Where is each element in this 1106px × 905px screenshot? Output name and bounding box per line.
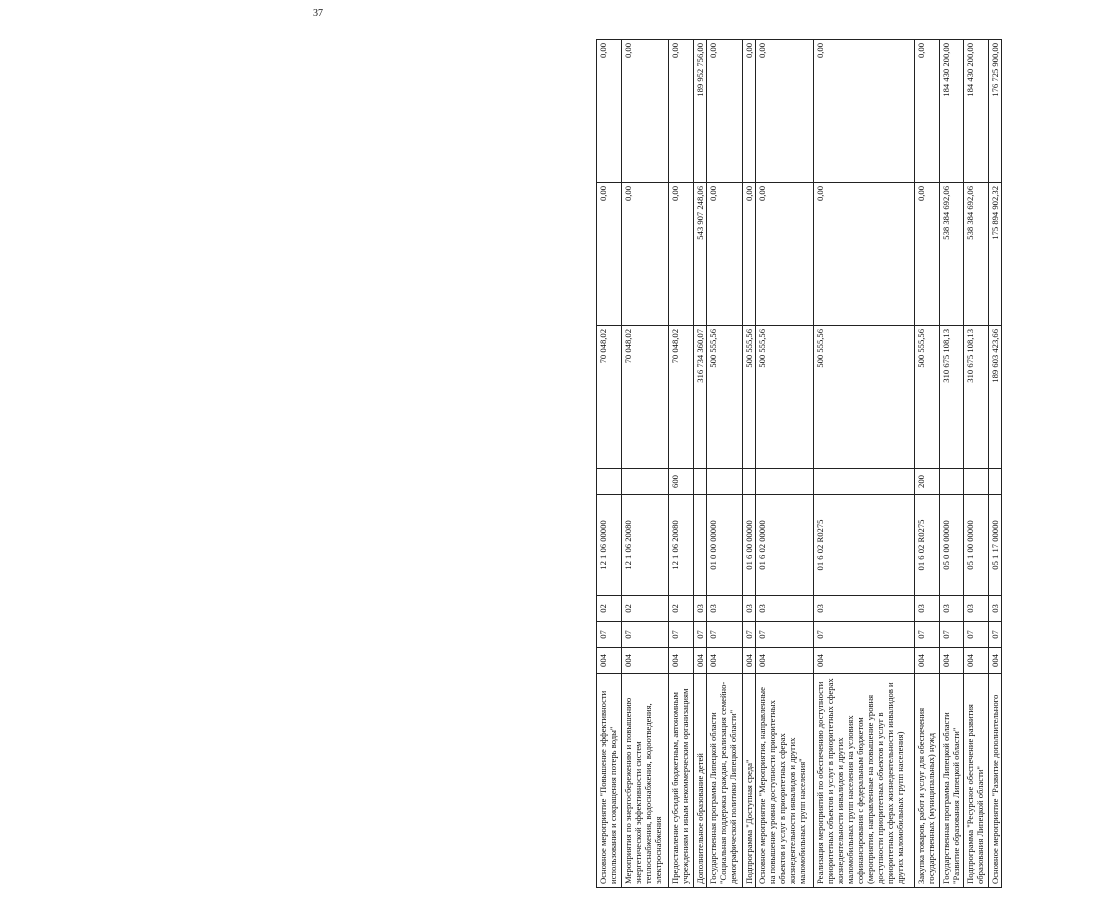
cell-csr: 01 6 02 00000 [756, 495, 814, 596]
cell-sum-2: 0,00 [597, 183, 622, 326]
table-row [989, 40, 1002, 888]
cell-ved: 004 [707, 648, 743, 674]
cell-vr [743, 469, 756, 495]
cell-vr [694, 469, 707, 495]
cell-name: Дополнительное образование детей [694, 674, 707, 888]
cell-sum-3: 184 430 200,00 [940, 40, 964, 183]
cell-sum-3: 0,00 [814, 40, 915, 183]
cell-sum-2: 538 384 692,06 [940, 183, 964, 326]
rotated-table-container [596, 40, 1106, 888]
cell-pr: 03 [989, 596, 1002, 622]
cell-pr: 02 [622, 596, 669, 622]
cell-sum-1: 500 555,56 [707, 326, 743, 469]
cell-name: Реализация мероприятий по обеспечению доступности приоритетных объектов и услуг в приоритетных сферах жизнедеятельности инвалидов и других маломобильных групп населения на условиях софинансирования с федеральным бюджетом (мероприятия, направленные на повышение уровня доступности приоритетных объектов и услуг в приоритетных сферах жизнедеятельности инвалидов и других маломобильных групп населения) [814, 674, 915, 888]
table-row [707, 40, 743, 888]
cell-name: Государственная программа Липецкой области "Социальная поддержка граждан, реализация семейно-демографической политики Липецкой области" [707, 674, 743, 888]
cell-sum-2: 0,00 [756, 183, 814, 326]
cell-pr: 03 [814, 596, 915, 622]
cell-vr [940, 469, 964, 495]
cell-pr: 02 [669, 596, 694, 622]
cell-csr: 01 6 02 R0275 [814, 495, 915, 596]
cell-sum-1: 500 555,56 [814, 326, 915, 469]
cell-ved: 004 [622, 648, 669, 674]
table-row [622, 40, 669, 888]
cell-name: Основное мероприятие "Мероприятия, направленные на повышение уровня доступности приоритетных объектов и услуг в приоритетных сферах жизнедеятельности инвалидов и других маломобильных групп населения" [756, 674, 814, 888]
cell-sum-3: 0,00 [756, 40, 814, 183]
page-number: 37 [313, 8, 323, 19]
cell-sum-3: 189 952 756,00 [694, 40, 707, 183]
cell-sum-3: 0,00 [622, 40, 669, 183]
cell-csr: 01 0 00 00000 [707, 495, 743, 596]
cell-csr [694, 495, 707, 596]
cell-name: Подпрограмма "Ресурсное обеспечение развития образования Липецкой области" [964, 674, 989, 888]
cell-sum-2: 538 384 692,06 [964, 183, 989, 326]
cell-sum-3: 0,00 [669, 40, 694, 183]
cell-sum-1: 189 603 423,66 [989, 326, 1002, 469]
table-row [940, 40, 964, 888]
cell-sum-3: 184 430 200,00 [964, 40, 989, 183]
cell-sum-2: 0,00 [707, 183, 743, 326]
cell-csr: 05 0 00 00000 [940, 495, 964, 596]
cell-ved: 004 [940, 648, 964, 674]
cell-rz: 07 [669, 622, 694, 648]
cell-pr: 03 [707, 596, 743, 622]
cell-vr: 600 [669, 469, 694, 495]
cell-sum-1: 70 048,02 [597, 326, 622, 469]
cell-csr: 12 1 06 00000 [597, 495, 622, 596]
cell-sum-1: 500 555,56 [756, 326, 814, 469]
table-row [694, 40, 707, 888]
cell-sum-1: 500 555,56 [915, 326, 940, 469]
cell-ved: 004 [915, 648, 940, 674]
budget-table [596, 39, 1002, 888]
cell-pr: 03 [743, 596, 756, 622]
cell-rz: 07 [814, 622, 915, 648]
table-row [964, 40, 989, 888]
cell-csr: 01 6 02 R0275 [915, 495, 940, 596]
cell-rz: 07 [597, 622, 622, 648]
cell-pr: 03 [756, 596, 814, 622]
cell-sum-3: 0,00 [743, 40, 756, 183]
cell-rz: 07 [622, 622, 669, 648]
cell-csr: 05 1 17 00000 [989, 495, 1002, 596]
cell-ved: 004 [597, 648, 622, 674]
cell-sum-1: 310 675 108,13 [940, 326, 964, 469]
cell-sum-2: 0,00 [814, 183, 915, 326]
cell-sum-1: 70 048,02 [669, 326, 694, 469]
cell-vr [707, 469, 743, 495]
cell-rz: 07 [694, 622, 707, 648]
cell-sum-1: 310 675 108,13 [964, 326, 989, 469]
cell-sum-3: 0,00 [707, 40, 743, 183]
cell-vr: 200 [915, 469, 940, 495]
cell-vr [989, 469, 1002, 495]
table-row [814, 40, 915, 888]
cell-sum-1: 316 734 360,07 [694, 326, 707, 469]
cell-csr: 05 1 00 00000 [964, 495, 989, 596]
cell-name: Предоставление субсидий бюджетным, автономным учреждениям и иным некоммерческим организациям [669, 674, 694, 888]
cell-vr [964, 469, 989, 495]
cell-rz: 07 [989, 622, 1002, 648]
cell-ved: 004 [989, 648, 1002, 674]
table-row [915, 40, 940, 888]
cell-vr [597, 469, 622, 495]
cell-sum-3: 0,00 [597, 40, 622, 183]
cell-ved: 004 [694, 648, 707, 674]
cell-name: Основное мероприятие "Повышение эффективности использования и сокращения потерь воды" [597, 674, 622, 888]
cell-ved: 004 [669, 648, 694, 674]
cell-pr: 03 [940, 596, 964, 622]
cell-pr: 02 [597, 596, 622, 622]
cell-sum-2: 175 894 902,32 [989, 183, 1002, 326]
cell-rz: 07 [964, 622, 989, 648]
cell-name: Закупка товаров, работ и услуг для обеспечения государственных (муниципальных) нужд [915, 674, 940, 888]
cell-name: Подпрограмма "Доступная среда" [743, 674, 756, 888]
cell-name: Мероприятия по энергосбережению и повышению энергетической эффективности систем теплоснабжения, водоснабжения, водоотведения, электроснабжения [622, 674, 669, 888]
cell-sum-2: 543 907 248,06 [694, 183, 707, 326]
cell-csr: 12 1 06 20080 [669, 495, 694, 596]
table-body [597, 40, 1002, 888]
cell-rz: 07 [915, 622, 940, 648]
cell-rz: 07 [940, 622, 964, 648]
cell-ved: 004 [964, 648, 989, 674]
cell-sum-3: 0,00 [915, 40, 940, 183]
cell-name: Основное мероприятие "Развитие дополнительного [989, 674, 1002, 888]
cell-sum-1: 70 048,02 [622, 326, 669, 469]
cell-rz: 07 [756, 622, 814, 648]
table-row [743, 40, 756, 888]
cell-csr: 12 1 06 20080 [622, 495, 669, 596]
cell-pr: 03 [694, 596, 707, 622]
cell-ved: 004 [743, 648, 756, 674]
cell-pr: 03 [915, 596, 940, 622]
cell-sum-2: 0,00 [915, 183, 940, 326]
cell-ved: 004 [814, 648, 915, 674]
cell-sum-1: 500 555,56 [743, 326, 756, 469]
cell-rz: 07 [707, 622, 743, 648]
cell-vr [622, 469, 669, 495]
cell-pr: 03 [964, 596, 989, 622]
cell-vr [756, 469, 814, 495]
cell-sum-2: 0,00 [743, 183, 756, 326]
cell-vr [814, 469, 915, 495]
cell-csr: 01 6 00 00000 [743, 495, 756, 596]
cell-rz: 07 [743, 622, 756, 648]
cell-name: Государственная программа Липецкой области "Развитие образования Липецкой области" [940, 674, 964, 888]
table-row [756, 40, 814, 888]
cell-sum-2: 0,00 [622, 183, 669, 326]
table-row [597, 40, 622, 888]
cell-sum-2: 0,00 [669, 183, 694, 326]
cell-sum-3: 176 725 900,00 [989, 40, 1002, 183]
cell-ved: 004 [756, 648, 814, 674]
table-row [669, 40, 694, 888]
